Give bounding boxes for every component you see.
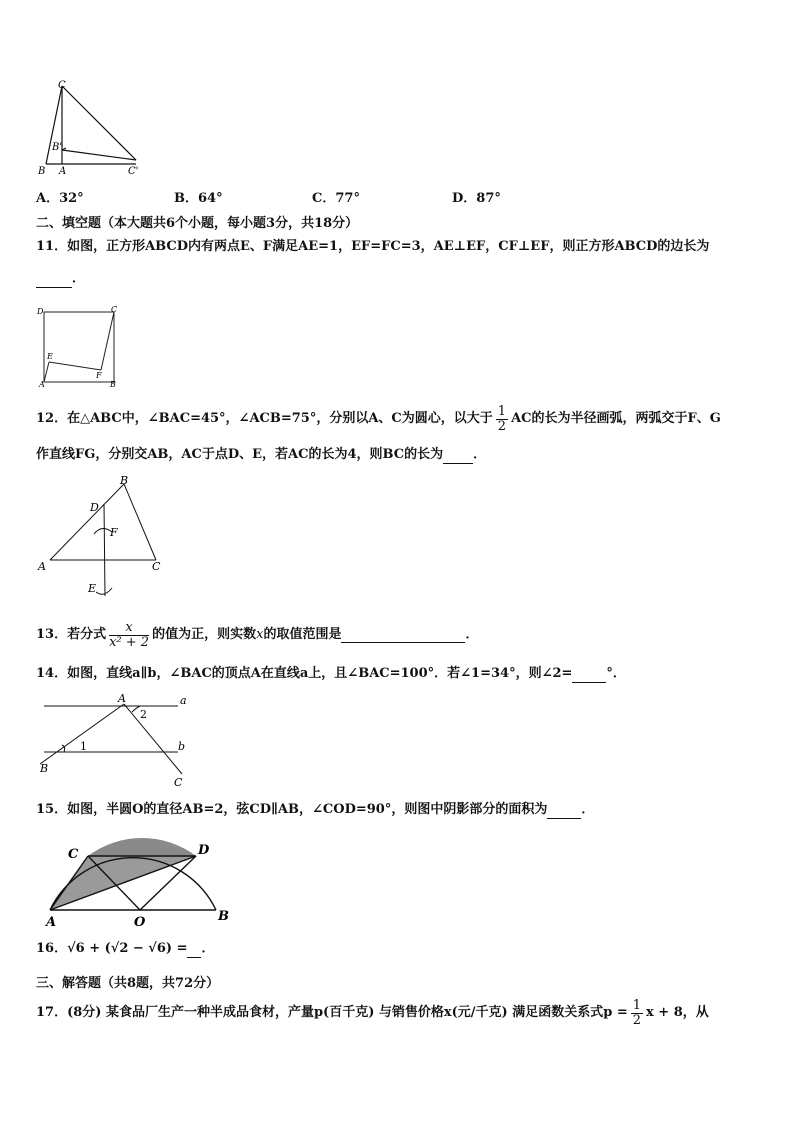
q11-label-C: C	[111, 305, 118, 314]
q12-fraction	[496, 405, 508, 434]
q13-line	[36, 618, 478, 652]
q12-line2	[36, 446, 486, 464]
q10-label-Bp: B'	[52, 142, 63, 153]
q10-label-C: C	[58, 80, 66, 91]
q12-label-F: F	[110, 526, 118, 539]
q15-label-C: C	[68, 847, 79, 862]
q10-label-Cp: C'	[128, 166, 139, 177]
q17-text2: x + 8，从	[646, 1005, 709, 1020]
q15-label-O: O	[134, 915, 146, 930]
q17-frac-num: 1	[632, 997, 641, 1013]
q12-figure	[36, 474, 172, 604]
q14-text: 14．如图，直线a∥b，∠BAC的顶点A在直线a上，且∠BAC=100°．若∠1=34°，则∠2=	[36, 666, 573, 681]
q13-fraction	[109, 621, 149, 650]
q13-blank	[341, 628, 465, 643]
q14-label-1: 1	[80, 740, 87, 753]
q13-text2: 的值为正，则实数	[152, 627, 257, 642]
q12-line1	[36, 402, 721, 436]
q17-line	[36, 996, 709, 1030]
q15-text: 15．如图，半圆O的直径AB=2，弦CD∥AB，∠COD=90°，则图中阴影部分的面积为	[36, 802, 548, 817]
q10-option-a: A．32°	[36, 191, 84, 206]
q14-label-C: C	[174, 776, 183, 789]
q10-option-d: D．87°	[452, 191, 501, 206]
q16-tail: ．	[201, 941, 215, 956]
q13-text1: 13．若分式	[36, 627, 107, 642]
q12-label-E: E	[88, 582, 97, 595]
q13-frac-den: x² + 2	[109, 634, 150, 650]
q11-text: 11．如图，正方形ABCD内有两点E、F满足AE=1，EF=FC=3，AE⊥EF，CF⊥EF，则正方形ABCD的边长为	[36, 239, 710, 254]
q13-text3: 的取值范围是	[263, 627, 342, 642]
q15-tail: ．	[581, 802, 595, 817]
q11-label-B: B	[110, 380, 116, 389]
q10-option-b: B．64°	[174, 191, 223, 206]
q11-figure	[36, 304, 120, 390]
q12-frac-den: 2	[497, 418, 507, 434]
q15-figure	[36, 824, 232, 930]
q12-label-D: D	[90, 501, 99, 514]
q15-label-A: A	[46, 915, 57, 930]
q13-tail: ．	[465, 627, 479, 642]
q10-label-B: B	[38, 166, 46, 177]
q15-label-B: B	[218, 909, 229, 924]
q15-blank	[547, 804, 581, 819]
q16-blank	[187, 943, 201, 958]
q12-label-B: B	[120, 474, 129, 487]
q11-label-D: D	[37, 307, 44, 316]
q16-text: 16．√6 + (√2 − √6) =	[36, 941, 188, 956]
q12-blank	[443, 449, 473, 464]
q15-line	[36, 801, 594, 819]
q15-label-D: D	[198, 843, 210, 858]
q13-frac-num: x	[109, 621, 149, 636]
q14-tail: °．	[606, 666, 626, 681]
q11-tail: ．	[72, 271, 86, 286]
q12-text1: 12．在△ABC中，∠BAC=45°，∠ACB=75°，分别以A、C为圆心，以大于	[36, 411, 493, 426]
q14-label-2: 2	[140, 708, 147, 721]
q12-frac-num: 1	[497, 403, 507, 419]
q10-label-A: A	[59, 166, 67, 177]
q11-label-F: F	[96, 371, 102, 380]
section-3-heading: 三、解答题（共8题，共72分）	[36, 976, 220, 991]
q16-line	[36, 940, 214, 958]
q14-blank	[572, 668, 606, 683]
q11-label-A: A	[39, 380, 45, 389]
q12-text1b: AC的长为半径画弧，两弧交于F、G	[511, 411, 721, 426]
q17-fraction	[631, 999, 643, 1028]
q14-label-B: B	[40, 762, 49, 775]
section-2-heading: 二、填空题（本大题共6个小题，每小题3分，共18分）	[36, 216, 359, 231]
q11-answer-line	[36, 270, 85, 288]
q17-text1: 17．(8分) 某食品厂生产一种半成品食材，产量p(百千克) 与销售价格x(元/千克) 满足函数关系式p =	[36, 1005, 628, 1020]
q10-option-c: C．77°	[312, 191, 360, 206]
q14-label-A: A	[118, 692, 126, 705]
q12-text2: 作直线FG，分别交AB，AC于点D、E，若AC的长为4，则BC的长为	[36, 447, 444, 462]
q12-label-A: A	[38, 560, 46, 573]
q11-blank	[36, 273, 72, 288]
q14-figure	[36, 690, 196, 790]
q11-label-E: E	[47, 352, 53, 361]
q14-label-b: b	[178, 740, 186, 753]
q14-label-a: a	[180, 694, 187, 707]
q12-label-C: C	[152, 560, 161, 573]
q14-line	[36, 665, 626, 683]
q17-frac-den: 2	[632, 1012, 641, 1028]
q10-figure	[36, 78, 148, 178]
q13-var: x	[256, 627, 264, 642]
q12-tail: ．	[473, 447, 487, 462]
